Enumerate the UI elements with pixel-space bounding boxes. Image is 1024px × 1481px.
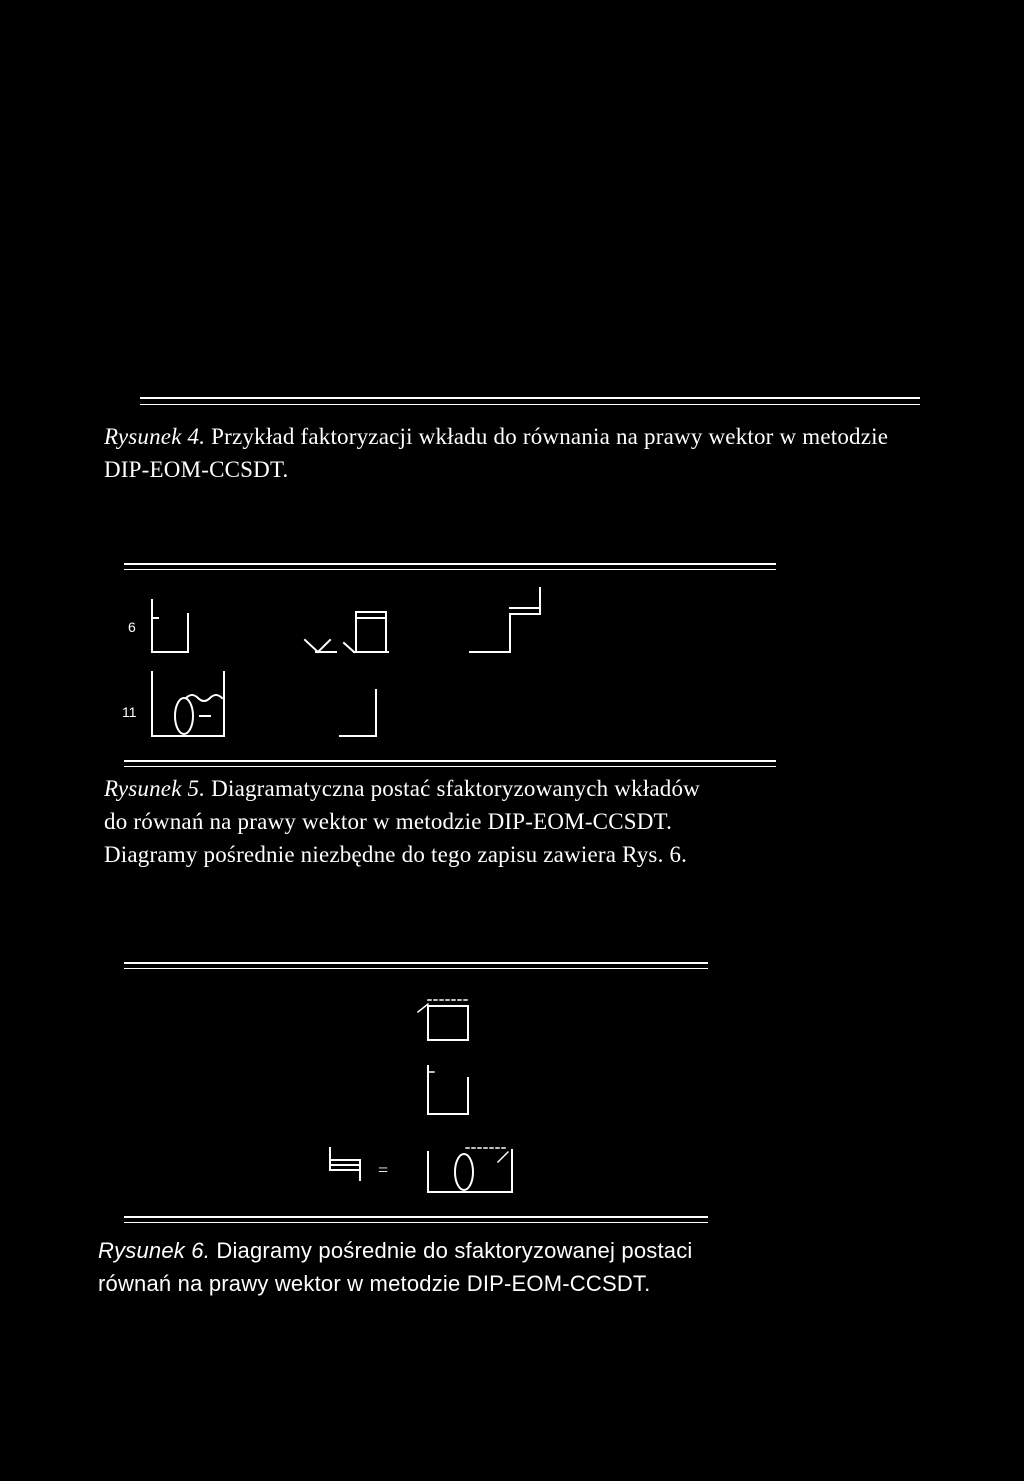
figure5-caption-line2: do równań na prawy wektor w metodzie DIP-EOM-CCSDT. <box>104 809 673 834</box>
figure6-diagram1 <box>418 1000 468 1040</box>
figure6-label: Rysunek 6. <box>98 1238 211 1263</box>
figure4-caption-line2: DIP-EOM-CCSDT. <box>104 457 289 482</box>
figure5-label: Rysunek 5. <box>104 776 206 801</box>
figure5-row-label-11: 11 <box>122 704 137 720</box>
figure6-diagram2 <box>428 1066 468 1114</box>
figure4-caption-line1: Przykład faktoryzacji wkładu do równania na prawy wektor w metodzie <box>211 424 889 449</box>
figure6-bottom-rule <box>124 1216 708 1218</box>
figure5-caption-line3: Diagramy pośrednie niezbędne do tego zapisu zawiera Rys. 6. <box>104 842 688 867</box>
figure6-diagram3-lhs <box>330 1148 360 1180</box>
figure4-label: Rysunek 4. <box>104 424 206 449</box>
figure5-row-label-6: 6 <box>128 619 136 635</box>
figure6-caption-line2: równań na prawy wektor w metodzie DIP-EOM-CCSDT. <box>98 1271 651 1296</box>
figure6-equals-sign: = <box>378 1160 389 1180</box>
figure5-caption-line1: Diagramatyczna postać sfaktoryzowanych wkładów <box>211 776 700 801</box>
figure6-caption-line1: Diagramy pośrednie do sfaktoryzowanej postaci <box>216 1238 693 1263</box>
figure6-bottom-rule-2 <box>124 1222 708 1223</box>
figure6-caption <box>98 1234 693 1300</box>
figure6-diagram3-rhs <box>428 1148 512 1192</box>
